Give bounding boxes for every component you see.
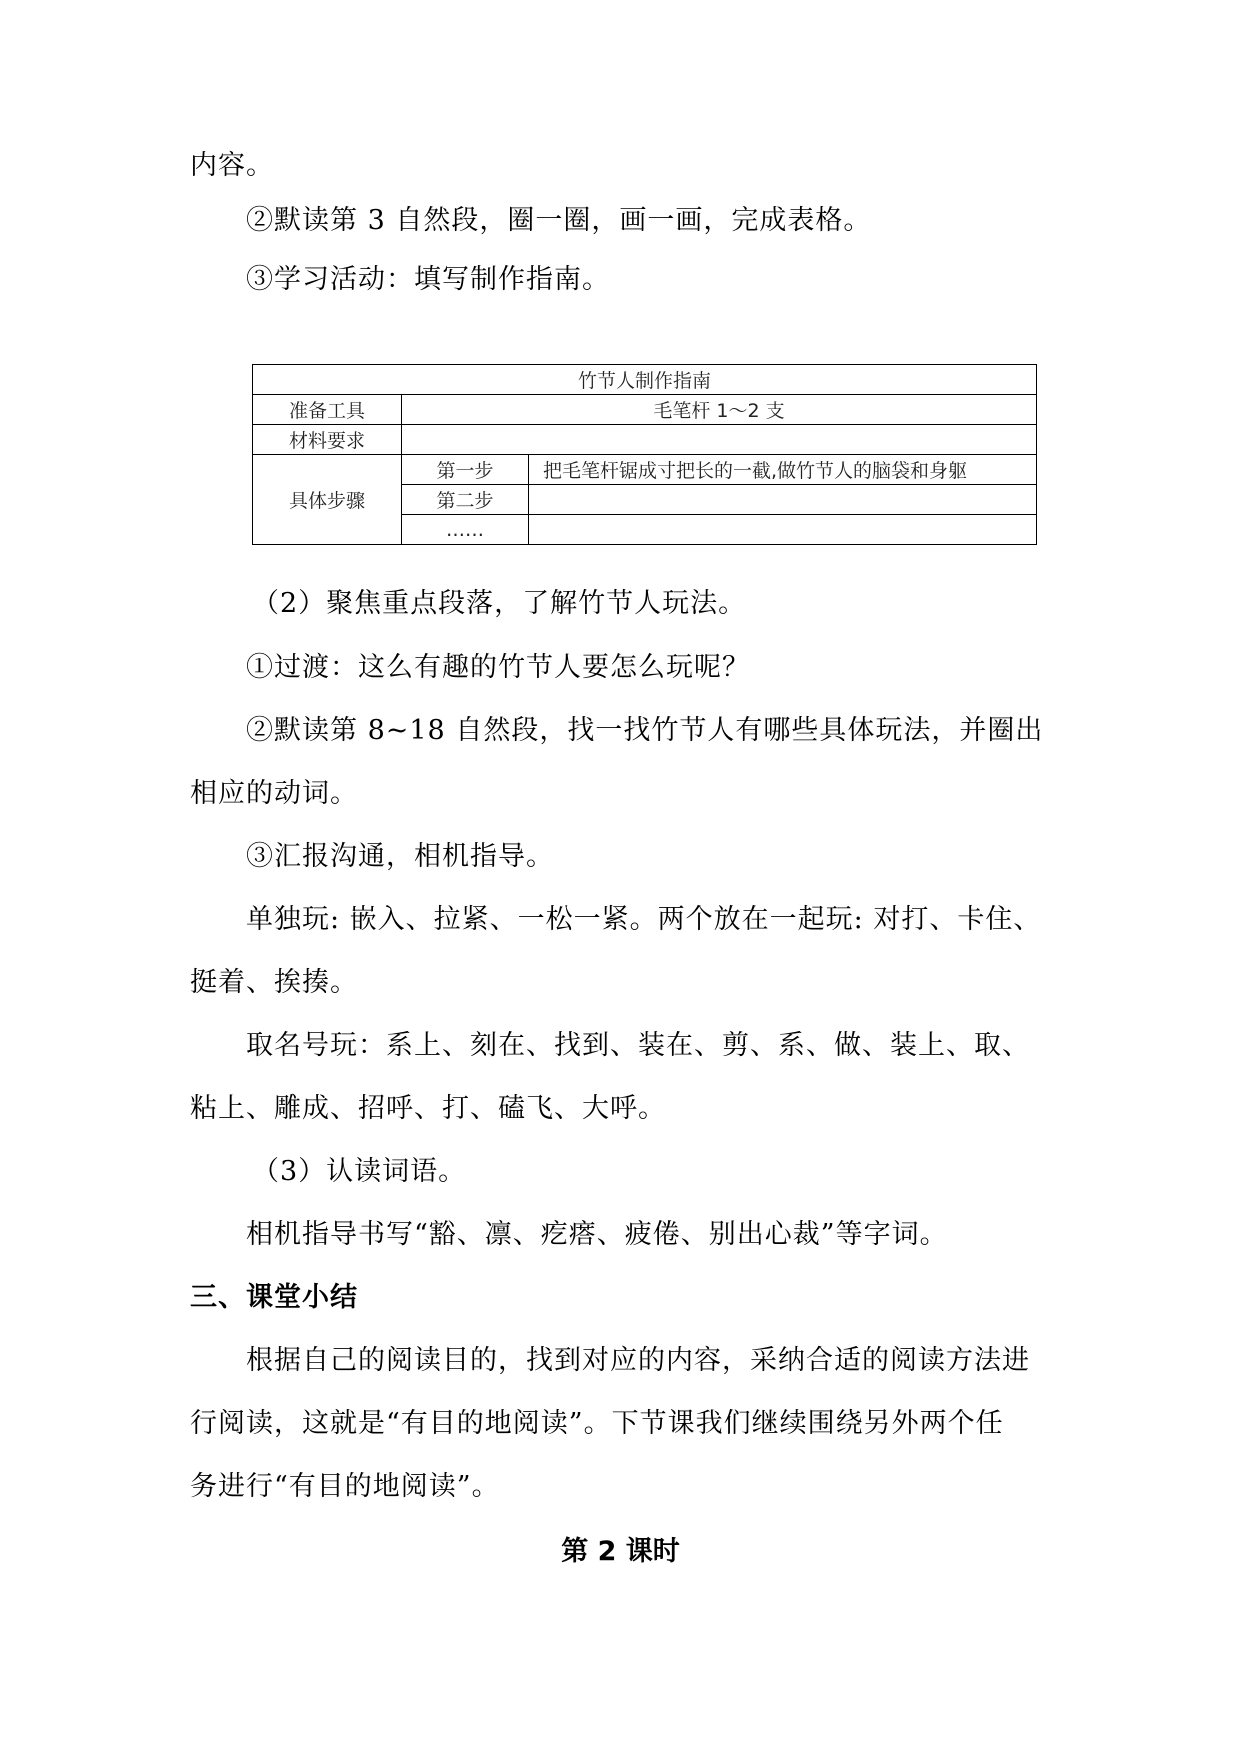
paragraph-line: 挺着、挨揍。: [190, 967, 358, 998]
paragraph-line: 根据自己的阅读目的，找到对应的内容，采纳合适的阅读方法进: [246, 1345, 1030, 1376]
paragraph-line: 单独玩: 嵌入、拉紧、一松一紧。两个放在一起玩: 对打、卡住、: [246, 904, 1042, 935]
paragraph-line: （3）认读词语。: [252, 1156, 467, 1187]
paragraph-line: 相机指导书写“豁、凛、疙瘩、疲倦、别出心裁”等字词。: [246, 1219, 948, 1250]
paragraph-line: 内容。: [190, 150, 274, 181]
production-guide-table: [252, 364, 1037, 545]
tools-label: 准备工具: [253, 395, 402, 425]
paragraph-line: ①过渡：这么有趣的竹节人要怎么玩呢？: [246, 652, 750, 683]
step-name: 第一步: [402, 455, 529, 485]
step-name: ……: [402, 515, 529, 545]
step-content: 把毛笔杆锯成寸把长的一截,做竹节人的脑袋和身躯: [529, 455, 1037, 485]
paragraph-line: 取名号玩：系上、刻在、找到、装在、剪、系、做、装上、取、: [246, 1030, 1030, 1061]
step-name: 第二步: [402, 485, 529, 515]
paragraph-line: ③汇报沟通，相机指导。: [246, 841, 554, 872]
tools-value: 毛笔杆 1～2 支: [402, 395, 1037, 425]
paragraph-line: 相应的动词。: [190, 778, 358, 809]
material-label: 材料要求: [253, 425, 402, 455]
table-title: 竹节人制作指南: [253, 365, 1037, 395]
lesson-title: 第 2 课时: [561, 1536, 680, 1567]
paragraph-line: （2）聚焦重点段落，了解竹节人玩法。: [252, 588, 747, 619]
paragraph-line: 务进行“有目的地阅读”。: [190, 1471, 500, 1502]
paragraph-line: 粘上、雕成、招呼、打、磕飞、大呼。: [190, 1093, 666, 1124]
steps-label: 具体步骤: [253, 455, 402, 545]
paragraph-line: ②默读第 3 自然段，圈一圈，画一画，完成表格。: [246, 205, 872, 236]
step-content: [529, 515, 1037, 545]
paragraph-line: ③学习活动：填写制作指南。: [246, 264, 610, 295]
step-content: [529, 485, 1037, 515]
material-value: [402, 425, 1037, 455]
paragraph-line: ②默读第 8~18 自然段，找一找竹节人有哪些具体玩法，并圈出: [246, 715, 1044, 746]
paragraph-line: 行阅读，这就是“有目的地阅读”。下节课我们继续围绕另外两个任: [190, 1408, 1004, 1439]
section-heading: 三、课堂小结: [190, 1282, 358, 1313]
